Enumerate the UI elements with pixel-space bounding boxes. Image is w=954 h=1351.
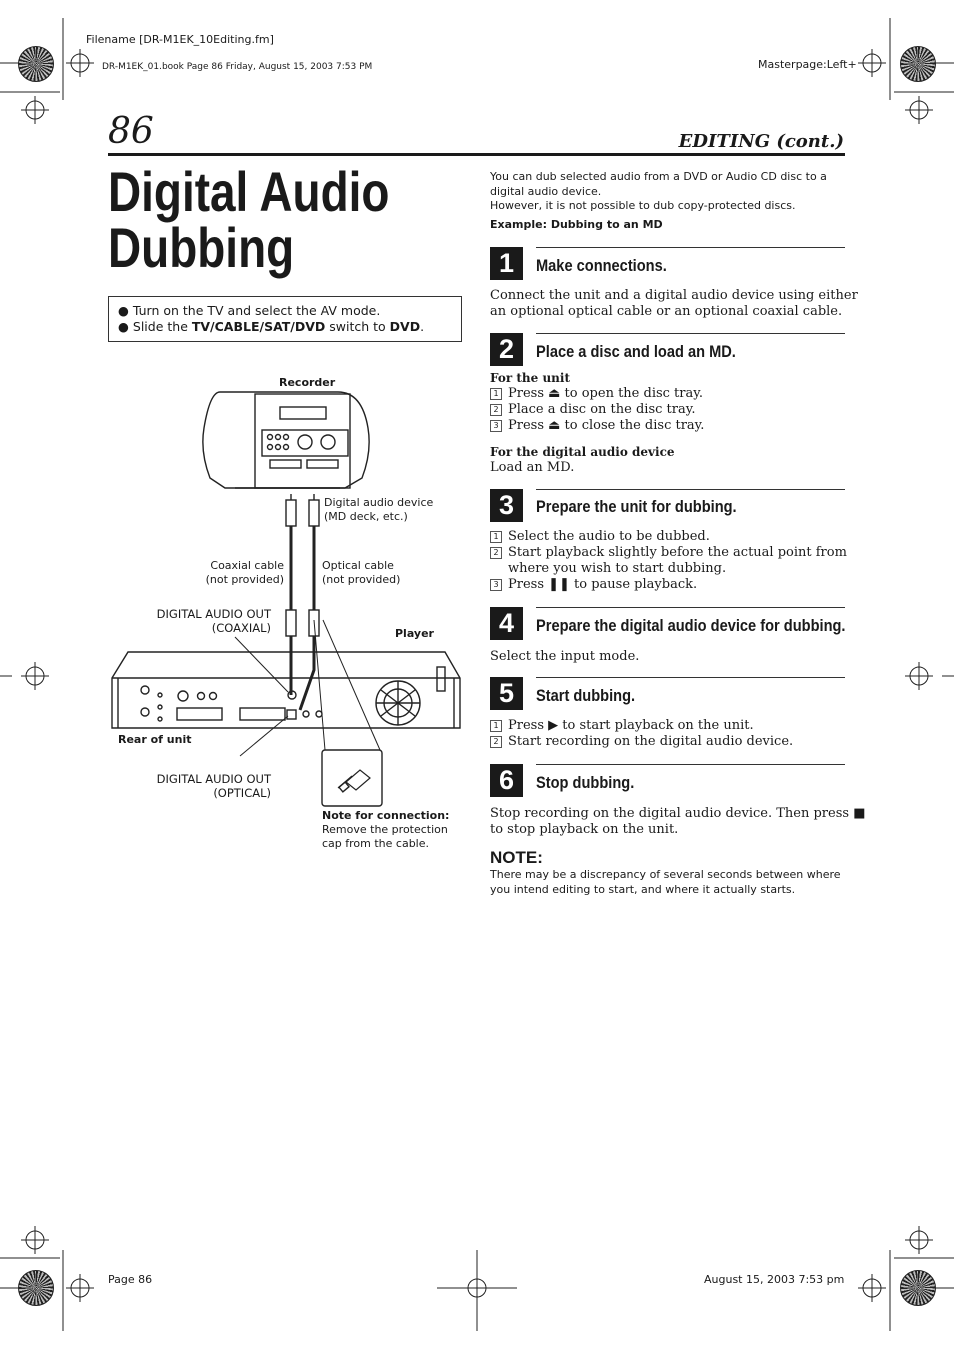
diagram-note-line1: Remove the protection [322, 823, 448, 836]
step-2-sub-3-index: 3 [490, 420, 502, 432]
diagram-device-line1: Digital audio device [324, 496, 434, 509]
registration-target-icon [900, 46, 936, 82]
step-1-text2: an optional optical cable or an optional coaxial cable. [490, 304, 843, 319]
step-3-rule [536, 489, 845, 490]
diagram-device-label [324, 496, 433, 524]
intro-line3: However, it is not possible to dub copy-protected discs. [490, 199, 796, 212]
step-6-body [490, 806, 865, 838]
step-1-rule [536, 247, 845, 248]
step-3-sub-2-text: Start playback slightly before the actual point from [508, 545, 847, 560]
step-4-body [490, 649, 639, 665]
diagram-coax-line2: (not provided) [205, 573, 284, 586]
main-title-line1: Digital Audio [108, 160, 390, 223]
step-6-rule [536, 764, 845, 765]
section-title: EDITING (cont.) [678, 131, 844, 152]
step-2-number: 2 [490, 333, 523, 366]
main-title [108, 160, 390, 279]
step-3-sub-3-index: 3 [490, 579, 502, 591]
step-5-title: Start dubbing. [536, 686, 636, 705]
intro [490, 170, 827, 232]
prep-item-2-mid: switch to [325, 319, 390, 334]
step-6-text1: Stop recording on the digital audio device. Then press ■ [490, 806, 866, 821]
step-2-sub-2-index: 2 [490, 404, 502, 416]
registration-target-icon [18, 1270, 54, 1306]
prep-item-1-text: Turn on the TV and select the AV mode. [132, 303, 381, 318]
step-6-text2: to stop playback on the unit. [490, 822, 679, 837]
diagram-dao-optical-line1: DIGITAL AUDIO OUT [156, 772, 271, 786]
step-2-sub-2-text: Place a disc on the disc tray. [508, 402, 696, 417]
note-body [490, 868, 841, 897]
header-filename: Filename [DR-M1EK_10Editing.fm] [86, 33, 274, 46]
step-5-body [490, 718, 793, 750]
step-5-sub-1-text: Press ▶ to start playback on the unit. [508, 718, 754, 733]
step-2-sub-1-index: 1 [490, 388, 502, 400]
note-title: NOTE: [490, 848, 543, 867]
step-5-sub-2-index: 2 [490, 736, 502, 748]
step-4-title: Prepare the digital audio device for dubbing. [536, 616, 846, 635]
header-book-info: DR-M1EK_01.book Page 86 Friday, August 15, 2003 7:53 PM [102, 62, 373, 72]
diagram-recorder-label: Recorder [279, 376, 336, 389]
note-line2: you intend editing to start, and where it actually starts. [490, 882, 796, 896]
step-3-sub-1-index: 1 [490, 531, 502, 543]
prep-item-1: ● Turn on the TV and select the AV mode. [118, 303, 381, 318]
prep-item-2-text: Slide the [132, 319, 192, 334]
step-1-number: 1 [490, 247, 523, 280]
step-2-body [490, 370, 704, 476]
step-5-number: 5 [490, 677, 523, 710]
step-5-sub-1 [490, 718, 793, 734]
step-5-rule [536, 677, 845, 678]
footer-date: August 15, 2003 7:53 pm [704, 1273, 845, 1286]
step-1-title: Make connections. [536, 256, 667, 275]
step-1-text1: Connect the unit and a digital audio device using either [490, 288, 858, 303]
step-3-sub-2-index: 2 [490, 547, 502, 559]
step-3-sub-2-continued: where you wish to start dubbing. [508, 561, 727, 576]
step-3-number: 3 [490, 489, 523, 522]
step-6-number: 6 [490, 764, 523, 797]
header-masterpage: Masterpage:Left+ [758, 58, 857, 71]
diagram-device-line2: (MD deck, etc.) [324, 510, 408, 523]
prep-item-2-position: DVD [389, 319, 421, 334]
diagram-dao-optical-line2: (OPTICAL) [213, 786, 271, 800]
note-line1: There may be a discrepancy of several seconds between where [490, 868, 841, 881]
step-3-sub-3-text: Press ❚❚ to pause playback. [508, 577, 698, 592]
prep-box [108, 296, 462, 342]
diagram-note-line2: cap from the cable. [322, 837, 430, 850]
step-2-device-text: Load an MD. [490, 460, 575, 475]
main-title-line2: Dubbing [108, 216, 295, 279]
page-number: 86 [108, 111, 154, 152]
intro-line1: You can dub selected audio from a DVD or Audio CD disc to a [490, 170, 827, 183]
diagram-optical-label [322, 559, 400, 587]
step-5-sub-1-index: 1 [490, 720, 502, 732]
footer-page: Page 86 [108, 1273, 153, 1286]
step-2-sub-2 [490, 402, 704, 418]
prep-item-2: ● Slide the TV/CABLE/SAT/DVD switch to DVD. [118, 319, 425, 334]
header-rule [108, 153, 845, 156]
step-4-rule [536, 607, 845, 608]
step-3-sub-2 [490, 545, 847, 561]
step-3-title: Prepare the unit for dubbing. [536, 497, 737, 516]
step-5-sub-2-text: Start recording on the digital audio device. [508, 734, 794, 749]
step-5-sub-2 [490, 734, 793, 750]
step-2-subhead-device: For the digital audio device [490, 445, 675, 459]
step-4-number: 4 [490, 607, 523, 640]
step-4-text1: Select the input mode. [490, 649, 640, 664]
prep-item-2-switch: TV/CABLE/SAT/DVD [191, 319, 326, 334]
diagram-note [322, 809, 449, 851]
step-2-title: Place a disc and load an MD. [536, 342, 736, 361]
step-2-sub-1 [490, 386, 704, 402]
step-3-body [490, 529, 847, 593]
diagram-dao-coax-line2: (COAXIAL) [211, 621, 271, 635]
step-2-sub-1-text: Press ⏏ to open the disc tray. [508, 386, 703, 401]
step-6-title: Stop dubbing. [536, 773, 635, 792]
diagram-dao-coax-line1: DIGITAL AUDIO OUT [156, 607, 271, 621]
step-2-sub-3-text: Press ⏏ to close the disc tray. [508, 418, 705, 433]
diagram-note-title: Note for connection: [322, 809, 450, 822]
diagram-dao-optical-label [140, 772, 271, 800]
diagram-coax-line1: Coaxial cable [210, 559, 284, 572]
step-1-body [490, 288, 858, 320]
intro-line2: digital audio device. [490, 184, 602, 198]
diagram-optical-line1: Optical cable [322, 559, 394, 572]
prep-item-2-end: . [420, 319, 425, 334]
step-2-sub-3 [490, 418, 704, 434]
diagram-rear-label: Rear of unit [118, 733, 192, 746]
step-3-sub-1-text: Select the audio to be dubbed. [508, 529, 710, 544]
diagram-player-label: Player [395, 627, 434, 640]
step-2-rule [536, 333, 845, 334]
intro-example: Example: Dubbing to an MD [490, 217, 663, 231]
diagram-dao-coax-label [140, 607, 271, 635]
step-3-sub-1 [490, 529, 847, 545]
step-3-sub-3 [490, 577, 847, 593]
diagram-optical-line2: (not provided) [322, 573, 401, 586]
diagram-coax-label [180, 559, 284, 587]
step-2-subhead-unit: For the unit [490, 371, 570, 385]
registration-target-icon [900, 1270, 936, 1306]
registration-target-icon [18, 46, 54, 82]
